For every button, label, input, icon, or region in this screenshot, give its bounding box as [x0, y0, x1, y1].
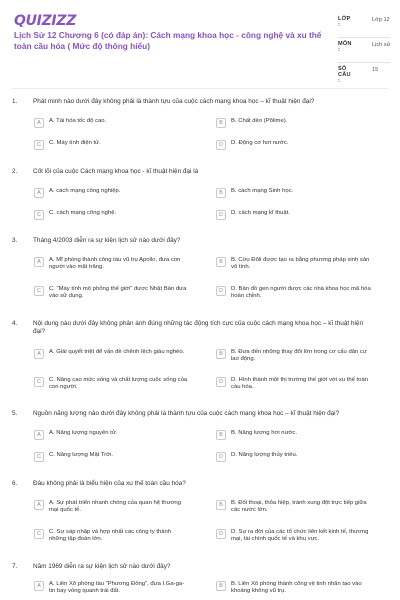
option-c[interactable]: [34, 210, 189, 220]
option-letter-box: C: [34, 452, 44, 462]
worksheet-title: Lịch Sử 12 Chương 6 (có đáp án): Cách mạng khoa học - công nghệ và xu thế toàn cầu hóa ( Mức độ thông hiểu): [14, 30, 322, 51]
option-letter-box: A: [34, 257, 44, 267]
option-letter-box: B: [216, 118, 226, 128]
option-letter-box: B: [216, 500, 226, 510]
question-number: 5.: [12, 410, 18, 417]
option-text: A. Năng lượng nguyên tử.: [49, 430, 118, 436]
option-b[interactable]: [216, 581, 371, 596]
option-text: C. "Máy tính mô phỏng thế giới" được Nhật Bản đưa vào sử dụng.: [49, 286, 187, 300]
option-b[interactable]: [216, 118, 371, 128]
option-letter-box: D: [216, 210, 226, 220]
option-a[interactable]: [34, 581, 189, 596]
option-a[interactable]: [34, 188, 189, 198]
question-text: Nguồn năng lượng nào dưới đây không phải là thành tựu của cuộc cách mạng khoa học – kĩ thuật hiện đại?: [33, 410, 340, 417]
option-letter-box: B: [216, 349, 226, 359]
option-b[interactable]: [216, 430, 371, 440]
option-letter-box: A: [34, 581, 44, 591]
option-text: B. Năng lượng hơi nước.: [231, 430, 297, 436]
question-text: Năm 1969 diễn ra sự kiện lịch sử nào dưới đây?: [33, 563, 171, 570]
option-b[interactable]: [216, 500, 371, 515]
option-d[interactable]: [216, 452, 371, 462]
question-text: Đâu không phải là biểu hiện của xu thế toàn cầu hóa?: [33, 480, 186, 487]
option-text: D. cách mạng kĩ thuật.: [231, 210, 290, 216]
option-text: A. Giải quyết triệt để vấn đề chênh lệch giàu nghèo.: [49, 349, 185, 355]
option-text: C. Nâng cao mức sống và chất lượng cuộc sống của con người.: [49, 377, 188, 391]
option-text: D. Sự ra đời của các tổ chức liên kết kinh tế, thương mại, tài chính quốc tế và khu vực.: [231, 529, 369, 543]
count-value: 15: [372, 67, 379, 73]
meta-divider: [338, 37, 390, 38]
meta-divider: [338, 62, 390, 63]
option-text: B. Liên Xô phóng thành công vệ tinh nhân tạo vào khoảng không vũ trụ.: [231, 581, 362, 595]
option-c[interactable]: [34, 377, 189, 392]
option-letter-box: B: [216, 581, 226, 591]
option-letter-box: B: [216, 257, 226, 267]
option-text: C. cách mạng công nghệ.: [49, 210, 117, 216]
option-a[interactable]: [34, 500, 189, 515]
option-text: D. Động cơ hơi nước.: [231, 140, 289, 146]
option-text: C. Năng lượng Mặt Trời.: [49, 452, 114, 458]
question-text: Cốt lõi của cuộc Cách mạng khoa học - kĩ thuật hiện đại là: [33, 168, 199, 175]
option-text: D. Hình thành một thị trường thế giới với xu thế toàn cầu hóa.: [231, 377, 369, 391]
option-text: C. Sự sáp nhập và hợp nhất các công ty thành những tập đoàn lớn.: [49, 529, 172, 543]
question-text: Nội dung nào dưới đây không phản ánh đúng những tác động tích cực của cuộc cách mạng khoa học – kĩ thuật hiện đại?: [33, 320, 364, 336]
option-b[interactable]: [216, 188, 371, 198]
option-text: B. Cừu Đôli được tạo ra bằng phương pháp sinh sản vô tính.: [231, 257, 370, 271]
option-b[interactable]: [216, 349, 371, 364]
option-letter-box: D: [216, 377, 226, 387]
option-letter-box: D: [216, 140, 226, 150]
option-text: C. Máy tính điện tử.: [49, 140, 101, 146]
option-letter-box: A: [34, 118, 44, 128]
option-letter-box: A: [34, 500, 44, 510]
option-text: B. cách mạng Sinh học.: [231, 188, 294, 194]
option-text: A. cách mạng công nghiệp.: [49, 188, 121, 194]
option-text: A. Sự phát triển nhanh chóng của quan hệ thương mại quốc tế.: [49, 500, 181, 514]
option-d[interactable]: [216, 529, 371, 544]
option-text: A. Tài hóa tốc độ cao.: [49, 118, 107, 124]
option-d[interactable]: [216, 210, 371, 220]
option-text: D. Năng lượng thủy triều.: [231, 452, 298, 458]
question-number: 3.: [12, 237, 18, 244]
option-letter-box: A: [34, 349, 44, 359]
subject-value: Lịch sử: [372, 42, 391, 48]
option-text: A. Liên Xô phóng tàu "Phương Đông", đưa I.Ga-ga-tin bay vòng quanh trái đất.: [49, 581, 185, 595]
option-letter-box: B: [216, 188, 226, 198]
option-c[interactable]: [34, 529, 189, 544]
option-text: B. Đưa đến những thay đổi lớn trong cơ cấu dân cư lao động.: [231, 349, 367, 363]
option-letter-box: D: [216, 529, 226, 539]
section-divider: [12, 88, 388, 89]
option-a[interactable]: [34, 257, 189, 272]
option-text: A. Mĩ phóng thành công tàu vũ trụ Apollo, đưa con người vào mặt trăng.: [49, 257, 181, 271]
option-letter-box: C: [34, 377, 44, 387]
option-letter-box: D: [216, 452, 226, 462]
question-number: 7.: [12, 563, 18, 570]
option-letter-box: C: [34, 210, 44, 220]
option-d[interactable]: [216, 140, 371, 150]
option-letter-box: A: [34, 188, 44, 198]
class-value: Lớp 12: [372, 17, 390, 23]
option-letter-box: B: [216, 430, 226, 440]
option-d[interactable]: [216, 377, 371, 392]
question-number: 1.: [12, 98, 18, 105]
question-text: Phát minh nào dưới đây không phải là thành tựu của cuộc cách mạng khoa học – kĩ thuật hiện đại?: [33, 98, 315, 105]
count-label: SỐ CÂU :: [338, 66, 351, 84]
question-number: 4.: [12, 320, 18, 327]
option-a[interactable]: [34, 118, 189, 128]
option-a[interactable]: [34, 349, 199, 359]
option-letter-box: D: [216, 286, 226, 296]
option-a[interactable]: [34, 430, 189, 440]
option-letter-box: A: [34, 430, 44, 440]
question-text: Tháng 4/2003 diễn ra sự kiện lịch sử nào dưới đây?: [33, 237, 181, 244]
worksheet-header: [0, 0, 400, 86]
option-letter-box: C: [34, 140, 44, 150]
option-c[interactable]: [34, 286, 189, 301]
subject-label: MÔN :: [338, 41, 352, 53]
option-d[interactable]: [216, 286, 371, 301]
option-text: D. Bản đồ gen người được các nhà khoa học mã hóa hoàn chỉnh.: [231, 286, 371, 300]
option-letter-box: C: [34, 286, 44, 296]
question-number: 2.: [12, 168, 18, 175]
option-b[interactable]: [216, 257, 371, 272]
option-text: B. Đối thoại, thỏa hiệp, tránh xung đột trực tiếp giữa các nước lớn.: [231, 500, 367, 514]
option-c[interactable]: [34, 452, 189, 462]
option-letter-box: C: [34, 529, 44, 539]
option-text: B. Chất dẻo (Pôlime).: [231, 118, 288, 124]
question-number: 6.: [12, 480, 18, 487]
option-c[interactable]: [34, 140, 189, 150]
quizizz-logo: QUIZIZZ: [14, 13, 77, 29]
class-label: LỚP :: [338, 16, 351, 28]
